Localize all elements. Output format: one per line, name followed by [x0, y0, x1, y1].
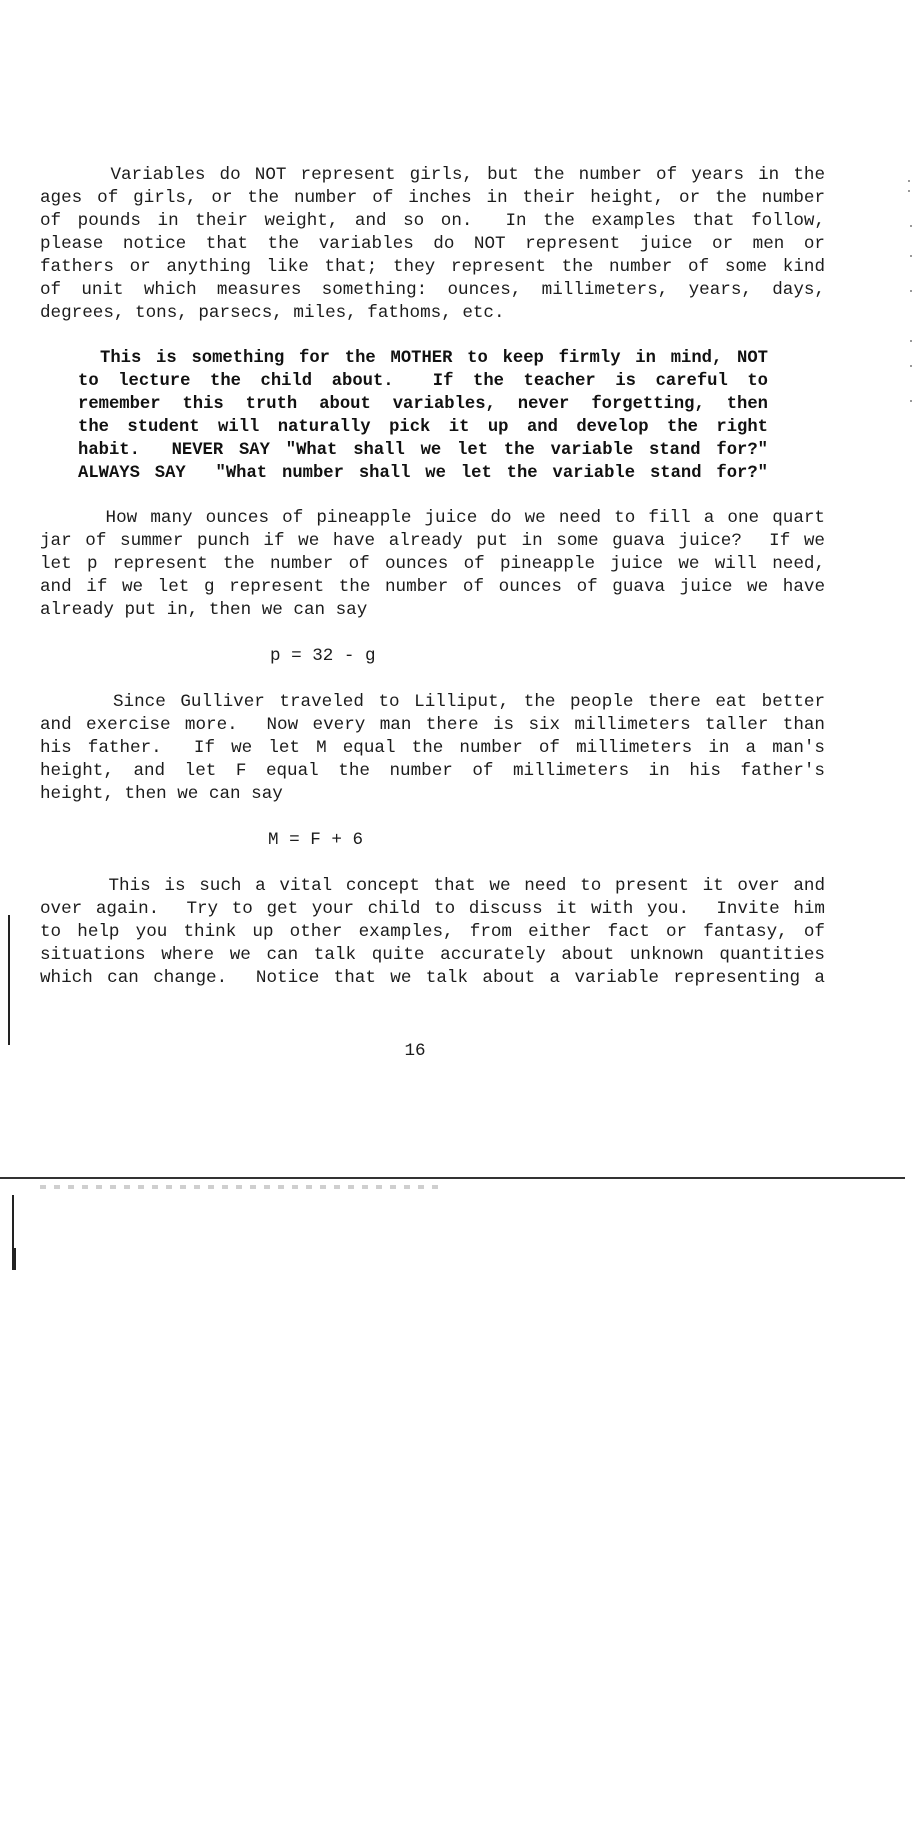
text-line: of pounds in their weight, and so on. In the examples that follow,: [40, 211, 825, 231]
text-line: jar of summer punch if we have already put in some guava juice? If we: [40, 531, 825, 551]
text-line: ages of girls, or the number of inches in their height, or the number: [40, 188, 825, 208]
note-line: to lecture the child about. If the teacher is careful to: [78, 372, 768, 391]
margin-speck: [910, 365, 912, 367]
margin-speck: [910, 225, 912, 227]
margin-speck: [910, 290, 912, 292]
note-line: remember this truth about variables, never forgetting, then: [78, 395, 768, 414]
left-margin-bar: [8, 915, 10, 1045]
page-number: 16: [404, 1041, 426, 1061]
text-line: his father. If we let M equal the number of millimeters in a man's: [40, 738, 825, 758]
scan-edge-rule: [0, 1177, 905, 1179]
equation-gulliver: M = F + 6: [268, 830, 364, 850]
text-line: and if we let g represent the number of ounces of guava juice we have: [40, 577, 825, 597]
text-line: of unit which measures something: ounces, millimeters, years, days,: [40, 280, 825, 300]
margin-speck: [910, 340, 912, 342]
text-line: and exercise more. Now every man there is six millimeters taller than: [40, 715, 825, 735]
note-line: This is something for the MOTHER to keep firmly in mind, NOT: [100, 349, 768, 368]
note-line: the student will naturally pick it up and develop the right: [78, 418, 768, 437]
text-line: already put in, then we can say: [40, 600, 368, 620]
text-line: fathers or anything like that; they represent the number of some kind: [40, 257, 825, 277]
left-margin-bar: [13, 1248, 16, 1270]
margin-speck: [910, 255, 912, 257]
text-line: How many ounces of pineapple juice do we need to fill a one quart: [40, 508, 825, 528]
text-line: This is such a vital concept that we need to present it over and: [40, 876, 825, 896]
text-line: situations where we can talk quite accurately about unknown quantities: [40, 945, 825, 965]
text-line: Variables do NOT represent girls, but the number of years in the: [40, 165, 825, 185]
text-line: height, then we can say: [40, 784, 283, 804]
note-line: habit. NEVER SAY "What shall we let the variable stand for?": [78, 441, 768, 460]
text-line: let p represent the number of ounces of pineapple juice we will need,: [40, 554, 825, 574]
text-line: please notice that the variables do NOT represent juice or men or: [40, 234, 825, 254]
margin-speck: [910, 400, 912, 402]
text-line: height, and let F equal the number of millimeters in his father's: [40, 761, 825, 781]
equation-pineapple: p = 32 - g: [270, 646, 376, 666]
margin-speck: [908, 180, 910, 182]
note-line: ALWAYS SAY "What number shall we let the variable stand for?": [78, 464, 768, 483]
text-line: Since Gulliver traveled to Lilliput, the people there eat better: [40, 692, 825, 712]
text-line: which can change. Notice that we talk about a variable representing a: [40, 968, 825, 988]
text-line: degrees, tons, parsecs, miles, fathoms, etc.: [40, 303, 505, 323]
text-line: to help you think up other examples, from either fact or fantasy, of: [40, 922, 825, 942]
scan-noise: [40, 1185, 440, 1189]
text-line: over again. Try to get your child to discuss it with you. Invite him: [40, 899, 825, 919]
margin-speck: [908, 190, 910, 192]
